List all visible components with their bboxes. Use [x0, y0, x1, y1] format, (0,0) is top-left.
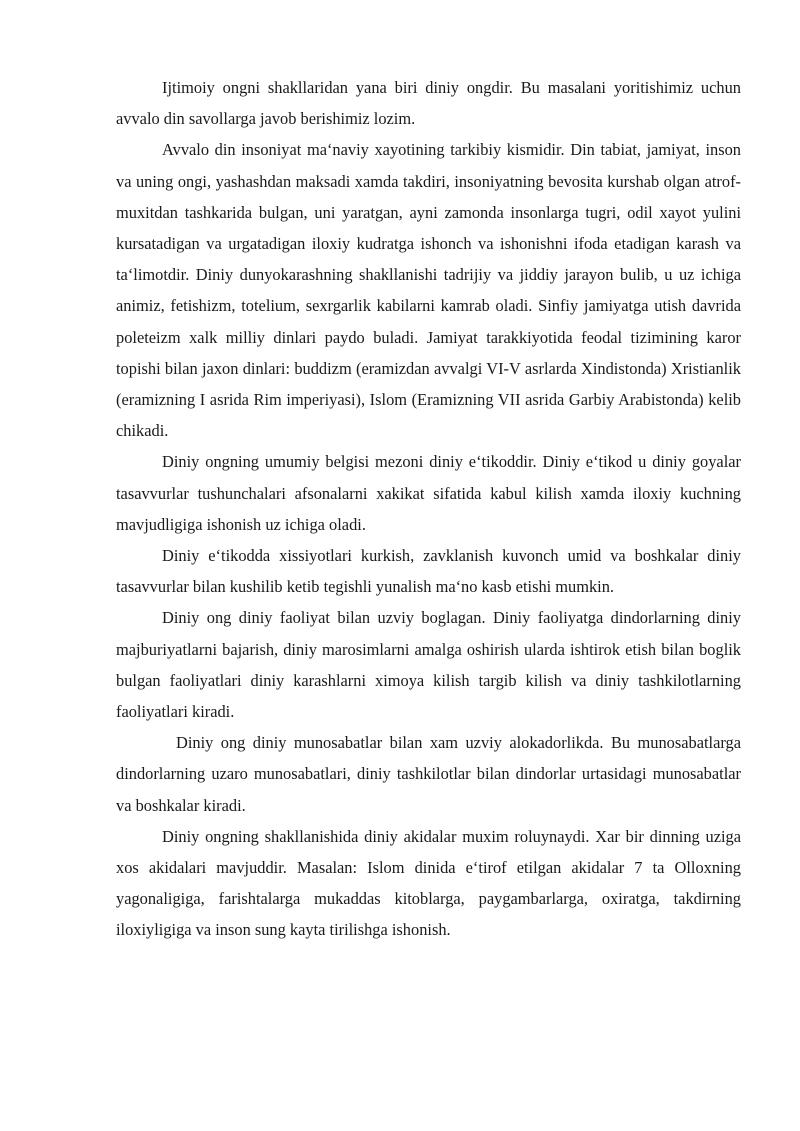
document-page	[116, 72, 741, 946]
paragraph-4: Diniy eʻtikodda xissiyotlari kurkish, zavklanish kuvonch umid va boshkalar diniy tasavvurlar bilan kushilib ketib tegishli yunalish maʻno kasb etishi mumkin.	[116, 546, 741, 597]
paragraph-7: Diniy ongning shakllanishida diniy akidalar muxim roluynaydi. Xar bir dinning uziga xos akidalari mavjuddir. Masalan: Islom dinida eʻtirof etilgan akidalar 7 ta Olloxning yagonaligiga, farishtalarga mukaddas kitoblarga, paygambarlarga, oxiratga, takdirning iloxiyligiga va inson sung kayta tirilishga ishonish.	[116, 826, 741, 940]
paragraph-3: Diniy ongning umumiy belgisi mezoni diniy eʻtikoddir. Diniy eʻtikod u diniy goyalar tasavvurlar tushunchalari afsonalarni xakikat sifatida kabul kilish xamda iloxiy kuchning mavjudligiga ishonish uz ichiga oladi.	[116, 452, 741, 534]
paragraph-5: Diniy ong diniy faoliyat bilan uzviy boglagan. Diniy faoliyatga dindorlarning diniy majburiyatlarni bajarish, diniy marosimlarni amalga oshirish ularda ishtirok etish bilan boglik bulgan faoliyatlari diniy karashlarni ximoya kilish targib kilish va diniy tashkilotlarning faoliyatlari kiradi.	[116, 608, 741, 722]
paragraph-1: Ijtimoiy ongni shakllaridan yana biri diniy ongdir. Bu masalani yoritishimiz uchun avvalo din savollarga javob berishimiz lozim.	[116, 78, 741, 129]
paragraph-6: Diniy ong diniy munosabatlar bilan xam uzviy alokadorlikda. Bu munosabatlarga dindorlarning uzaro munosabatlari, diniy tashkilotlar bilan dindorlar urtasidagi munosabatlar va boshkalar kiradi.	[116, 733, 741, 815]
paragraph-2: Avvalo din insoniyat maʻnaviy xayotining tarkibiy kismidir. Din tabiat, jamiyat, inson va uning ongi, yashashdan maksadi xamda takdiri, insoniyatning bevosita kurshab olgan atrof-muxitdan tashkarida bulgan, uni yaratgan, ayni zamonda insonlarga tugri, odil xayot yulini kursatadigan va urgatadigan iloxiy kudratga ishonch va ishonishni ifoda etadigan karash va taʻlimotdir. Diniy dunyokarashning shakllanishi tadrijiy va jiddiy jarayon bulib, u uz ichiga animiz, fetishizm, totelium, sexrgarlik kabilarni kamrab oladi. Sinfiy jamiyatga utish davrida poleteizm xalk milliy dinlari paydo buladi. Jamiyat tarakkiyotida feodal tizimining karor topishi bilan jaxon dinlari: buddizm (eramizdan avvalgi VI-V asrlarda Xindistonda) Xristianlik (eramizning I asrida Rim imperiyasi), Islom (Eramizning VII asrida Garbiy Arabistonda) kelib chikadi.	[116, 140, 741, 441]
